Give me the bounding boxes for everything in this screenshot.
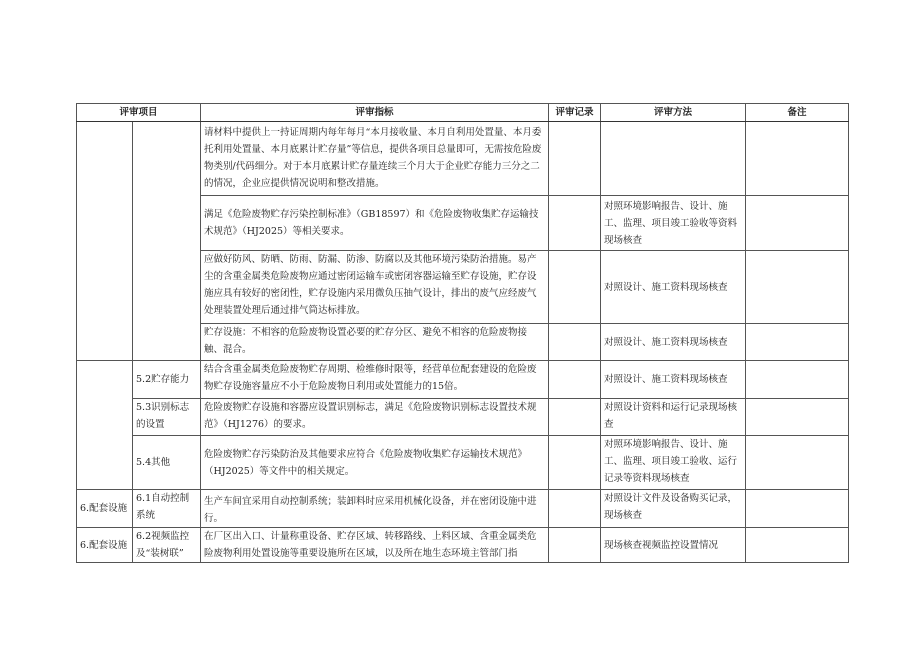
indicator-cell: 在厂区出入口、计量称重设备、贮存区域、转移路线、上料区域、含重金属类危险废物利用处置设施等重要设施所在区域，以及所在地生态环境主管部门指 bbox=[201, 528, 549, 563]
remark-cell bbox=[746, 399, 849, 436]
record-cell bbox=[549, 528, 601, 563]
method-cell: 对照设计资料和运行记录现场核查 bbox=[601, 399, 746, 436]
table-row bbox=[77, 361, 849, 399]
item-cell: 6.配套设施 bbox=[77, 528, 133, 563]
record-cell bbox=[549, 436, 601, 490]
header-indicator: 评审指标 bbox=[201, 104, 549, 122]
method-cell: 现场核查视频监控设置情况 bbox=[601, 528, 746, 563]
subitem-cell-5-1 bbox=[133, 122, 201, 361]
method-cell bbox=[601, 122, 746, 196]
header-remark: 备注 bbox=[746, 104, 849, 122]
record-cell bbox=[549, 399, 601, 436]
indicator-cell: 危险废物贮存设施和容器应设置识别标志，满足《危险废物识别标志设置技术规范》（HJ1276）的要求。 bbox=[201, 399, 549, 436]
subitem-cell: 5.3识别标志的设置 bbox=[133, 399, 201, 436]
subitem-cell: 5.2贮存能力 bbox=[133, 361, 201, 399]
table-row bbox=[77, 122, 849, 196]
indicator-cell: 结合含重金属类危险废物贮存周期、检维修时限等，经营单位配套建设的危险废物贮存设施容量应不小于危险废物日利用或处置能力的15倍。 bbox=[201, 361, 549, 399]
subitem-cell: 6.2视频监控及“装树联” bbox=[133, 528, 201, 563]
header-row bbox=[77, 104, 849, 122]
remark-cell bbox=[746, 324, 849, 361]
remark-cell bbox=[746, 490, 849, 528]
remark-cell bbox=[746, 122, 849, 196]
item-cell-5-cont bbox=[77, 361, 133, 490]
item-cell: 6.配套设施 bbox=[77, 490, 133, 528]
indicator-cell: 生产车间宜采用自动控制系统；装卸料时应采用机械化设备，并在密闭设施中进行。 bbox=[201, 490, 549, 528]
table-row bbox=[77, 436, 849, 490]
method-cell: 对照设计、施工资料现场核查 bbox=[601, 251, 746, 324]
method-cell: 对照环境影响报告、设计、施工、监理、项目竣工验收等资料现场核查 bbox=[601, 196, 746, 251]
subitem-cell: 6.1自动控制系统 bbox=[133, 490, 201, 528]
table-row bbox=[77, 490, 849, 528]
table-row bbox=[77, 399, 849, 436]
record-cell bbox=[549, 490, 601, 528]
indicator-cell: 满足《危险废物贮存污染控制标准》（GB18597）和《危险废物收集贮存运输技术规范》（HJ2025）等相关要求。 bbox=[201, 196, 549, 251]
header-method: 评审方法 bbox=[601, 104, 746, 122]
subitem-cell: 5.4其他 bbox=[133, 436, 201, 490]
method-cell: 对照环境影响报告、设计、施工、监理、项目竣工验收、运行记录等资料现场核查 bbox=[601, 436, 746, 490]
indicator-cell: 贮存设施：不相容的危险废物设置必要的贮存分区、避免不相容的危险废物接触、混合。 bbox=[201, 324, 549, 361]
record-cell bbox=[549, 361, 601, 399]
method-cell: 对照设计、施工资料现场核查 bbox=[601, 324, 746, 361]
indicator-cell: 应做好防风、防晒、防雨、防漏、防渗、防腐以及其他环境污染防治措施。易产尘的含重金属类危险废物应通过密闭运输车或密闭容器运输至贮存设施，贮存设施应具有较好的密闭性，贮存设施内采用微负压抽气设计，排出的废气应经废气处理装置处理后通过排气筒达标排放。 bbox=[201, 251, 549, 324]
table-row bbox=[77, 528, 849, 563]
indicator-cell: 危险废物贮存污染防治及其他要求应符合《危险废物收集贮存运输技术规范》（HJ2025）等文件中的相关规定。 bbox=[201, 436, 549, 490]
remark-cell bbox=[746, 361, 849, 399]
review-table bbox=[76, 103, 849, 563]
remark-cell bbox=[746, 528, 849, 563]
header-record: 评审记录 bbox=[549, 104, 601, 122]
item-cell-5 bbox=[77, 122, 133, 361]
method-cell: 对照设计文件及设备购买记录，现场核查 bbox=[601, 490, 746, 528]
remark-cell bbox=[746, 196, 849, 251]
record-cell bbox=[549, 122, 601, 196]
record-cell bbox=[549, 324, 601, 361]
record-cell bbox=[549, 196, 601, 251]
indicator-cell: 请材料中提供上一持证周期内每年每月“本月接收量、本月自利用处置量、本月委托利用处置量、本月底累计贮存量”等信息，提供各项目总量即可，无需按危险废物类别/代码细分。对于本月底累计贮存量连续三个月大于企业贮存能力三分之二的情况，企业应提供情况说明和整改措施。 bbox=[201, 122, 549, 196]
method-cell: 对照设计、施工资料现场核查 bbox=[601, 361, 746, 399]
remark-cell bbox=[746, 251, 849, 324]
remark-cell bbox=[746, 436, 849, 490]
record-cell bbox=[549, 251, 601, 324]
header-item: 评审项目 bbox=[77, 104, 201, 122]
